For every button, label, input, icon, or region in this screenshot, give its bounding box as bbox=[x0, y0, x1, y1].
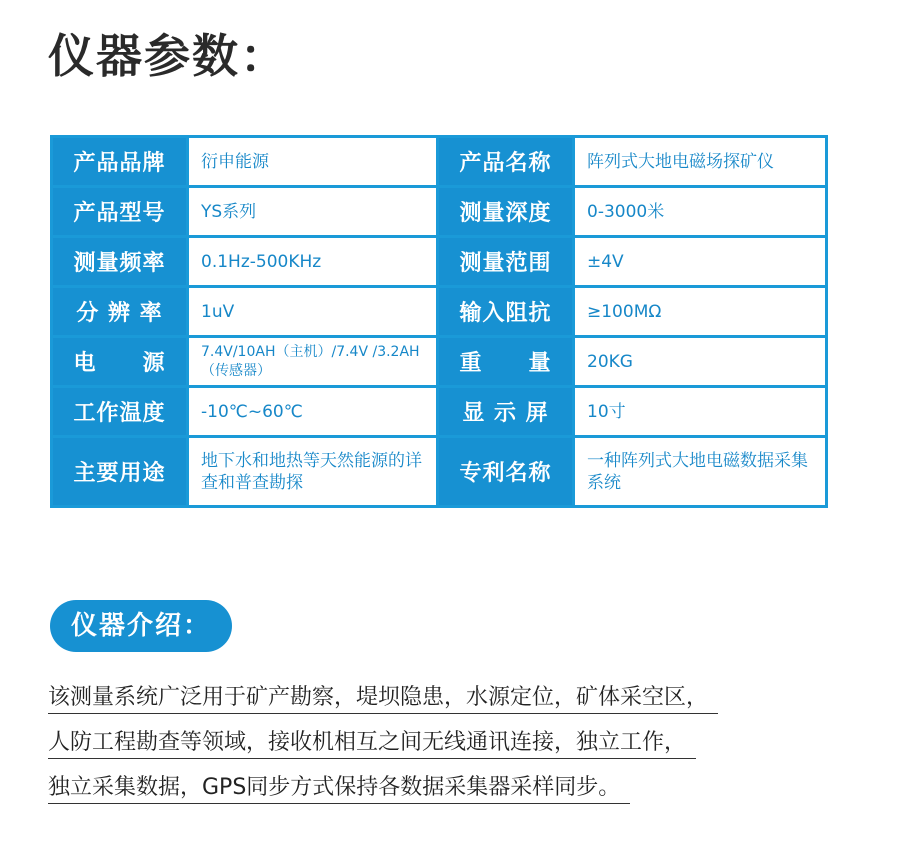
spec-row-usage bbox=[52, 437, 827, 507]
spec-row-temperature bbox=[52, 387, 827, 437]
spec-row-resolution bbox=[52, 287, 827, 337]
spec-label: 工作温度 bbox=[52, 387, 188, 437]
spec-value: 地下水和地热等天然能源的详查和普查勘探 bbox=[188, 437, 438, 507]
spec-value: -10℃~60℃ bbox=[188, 387, 438, 437]
spec-value: 衍申能源 bbox=[188, 137, 438, 187]
spec-label: 专利名称 bbox=[438, 437, 574, 507]
intro-text bbox=[48, 683, 848, 818]
spec-value: ±4V bbox=[574, 237, 827, 287]
intro-title-badge: 仪器介绍： bbox=[50, 600, 232, 652]
spec-row-power bbox=[52, 337, 827, 387]
spec-label: 电 源 bbox=[52, 337, 188, 387]
spec-row-model bbox=[52, 187, 827, 237]
spec-label: 分 辨 率 bbox=[52, 287, 188, 337]
spec-value: 10寸 bbox=[574, 387, 827, 437]
spec-value: ≥100MΩ bbox=[574, 287, 827, 337]
spec-value: 阵列式大地电磁场探矿仪 bbox=[574, 137, 827, 187]
intro-line: 人防工程勘查等领域，接收机相互之间无线通讯连接，独立工作， bbox=[48, 728, 696, 759]
spec-table bbox=[50, 135, 828, 508]
spec-value: 1uV bbox=[188, 287, 438, 337]
spec-row-frequency bbox=[52, 237, 827, 287]
spec-value: 一种阵列式大地电磁数据采集系统 bbox=[574, 437, 827, 507]
spec-label: 测量频率 bbox=[52, 237, 188, 287]
spec-value: 0-3000米 bbox=[574, 187, 827, 237]
page-title: 仪器参数： bbox=[48, 29, 288, 83]
spec-label: 测量范围 bbox=[438, 237, 574, 287]
intro-line: 该测量系统广泛用于矿产勘察，堤坝隐患，水源定位，矿体采空区， bbox=[48, 683, 718, 714]
spec-label: 测量深度 bbox=[438, 187, 574, 237]
spec-row-brand bbox=[52, 137, 827, 187]
spec-value: 0.1Hz-500KHz bbox=[188, 237, 438, 287]
spec-label: 重 量 bbox=[438, 337, 574, 387]
spec-value: 20KG bbox=[574, 337, 827, 387]
spec-label: 产品型号 bbox=[52, 187, 188, 237]
spec-label: 输入阻抗 bbox=[438, 287, 574, 337]
spec-label: 显 示 屏 bbox=[438, 387, 574, 437]
spec-label: 产品名称 bbox=[438, 137, 574, 187]
spec-label: 产品品牌 bbox=[52, 137, 188, 187]
spec-label: 主要用途 bbox=[52, 437, 188, 507]
intro-line: 独立采集数据，GPS同步方式保持各数据采集器采样同步。 bbox=[48, 773, 630, 804]
spec-value: YS系列 bbox=[188, 187, 438, 237]
spec-value: 7.4V/10AH（主机）/7.4V /3.2AH（传感器） bbox=[188, 337, 438, 387]
